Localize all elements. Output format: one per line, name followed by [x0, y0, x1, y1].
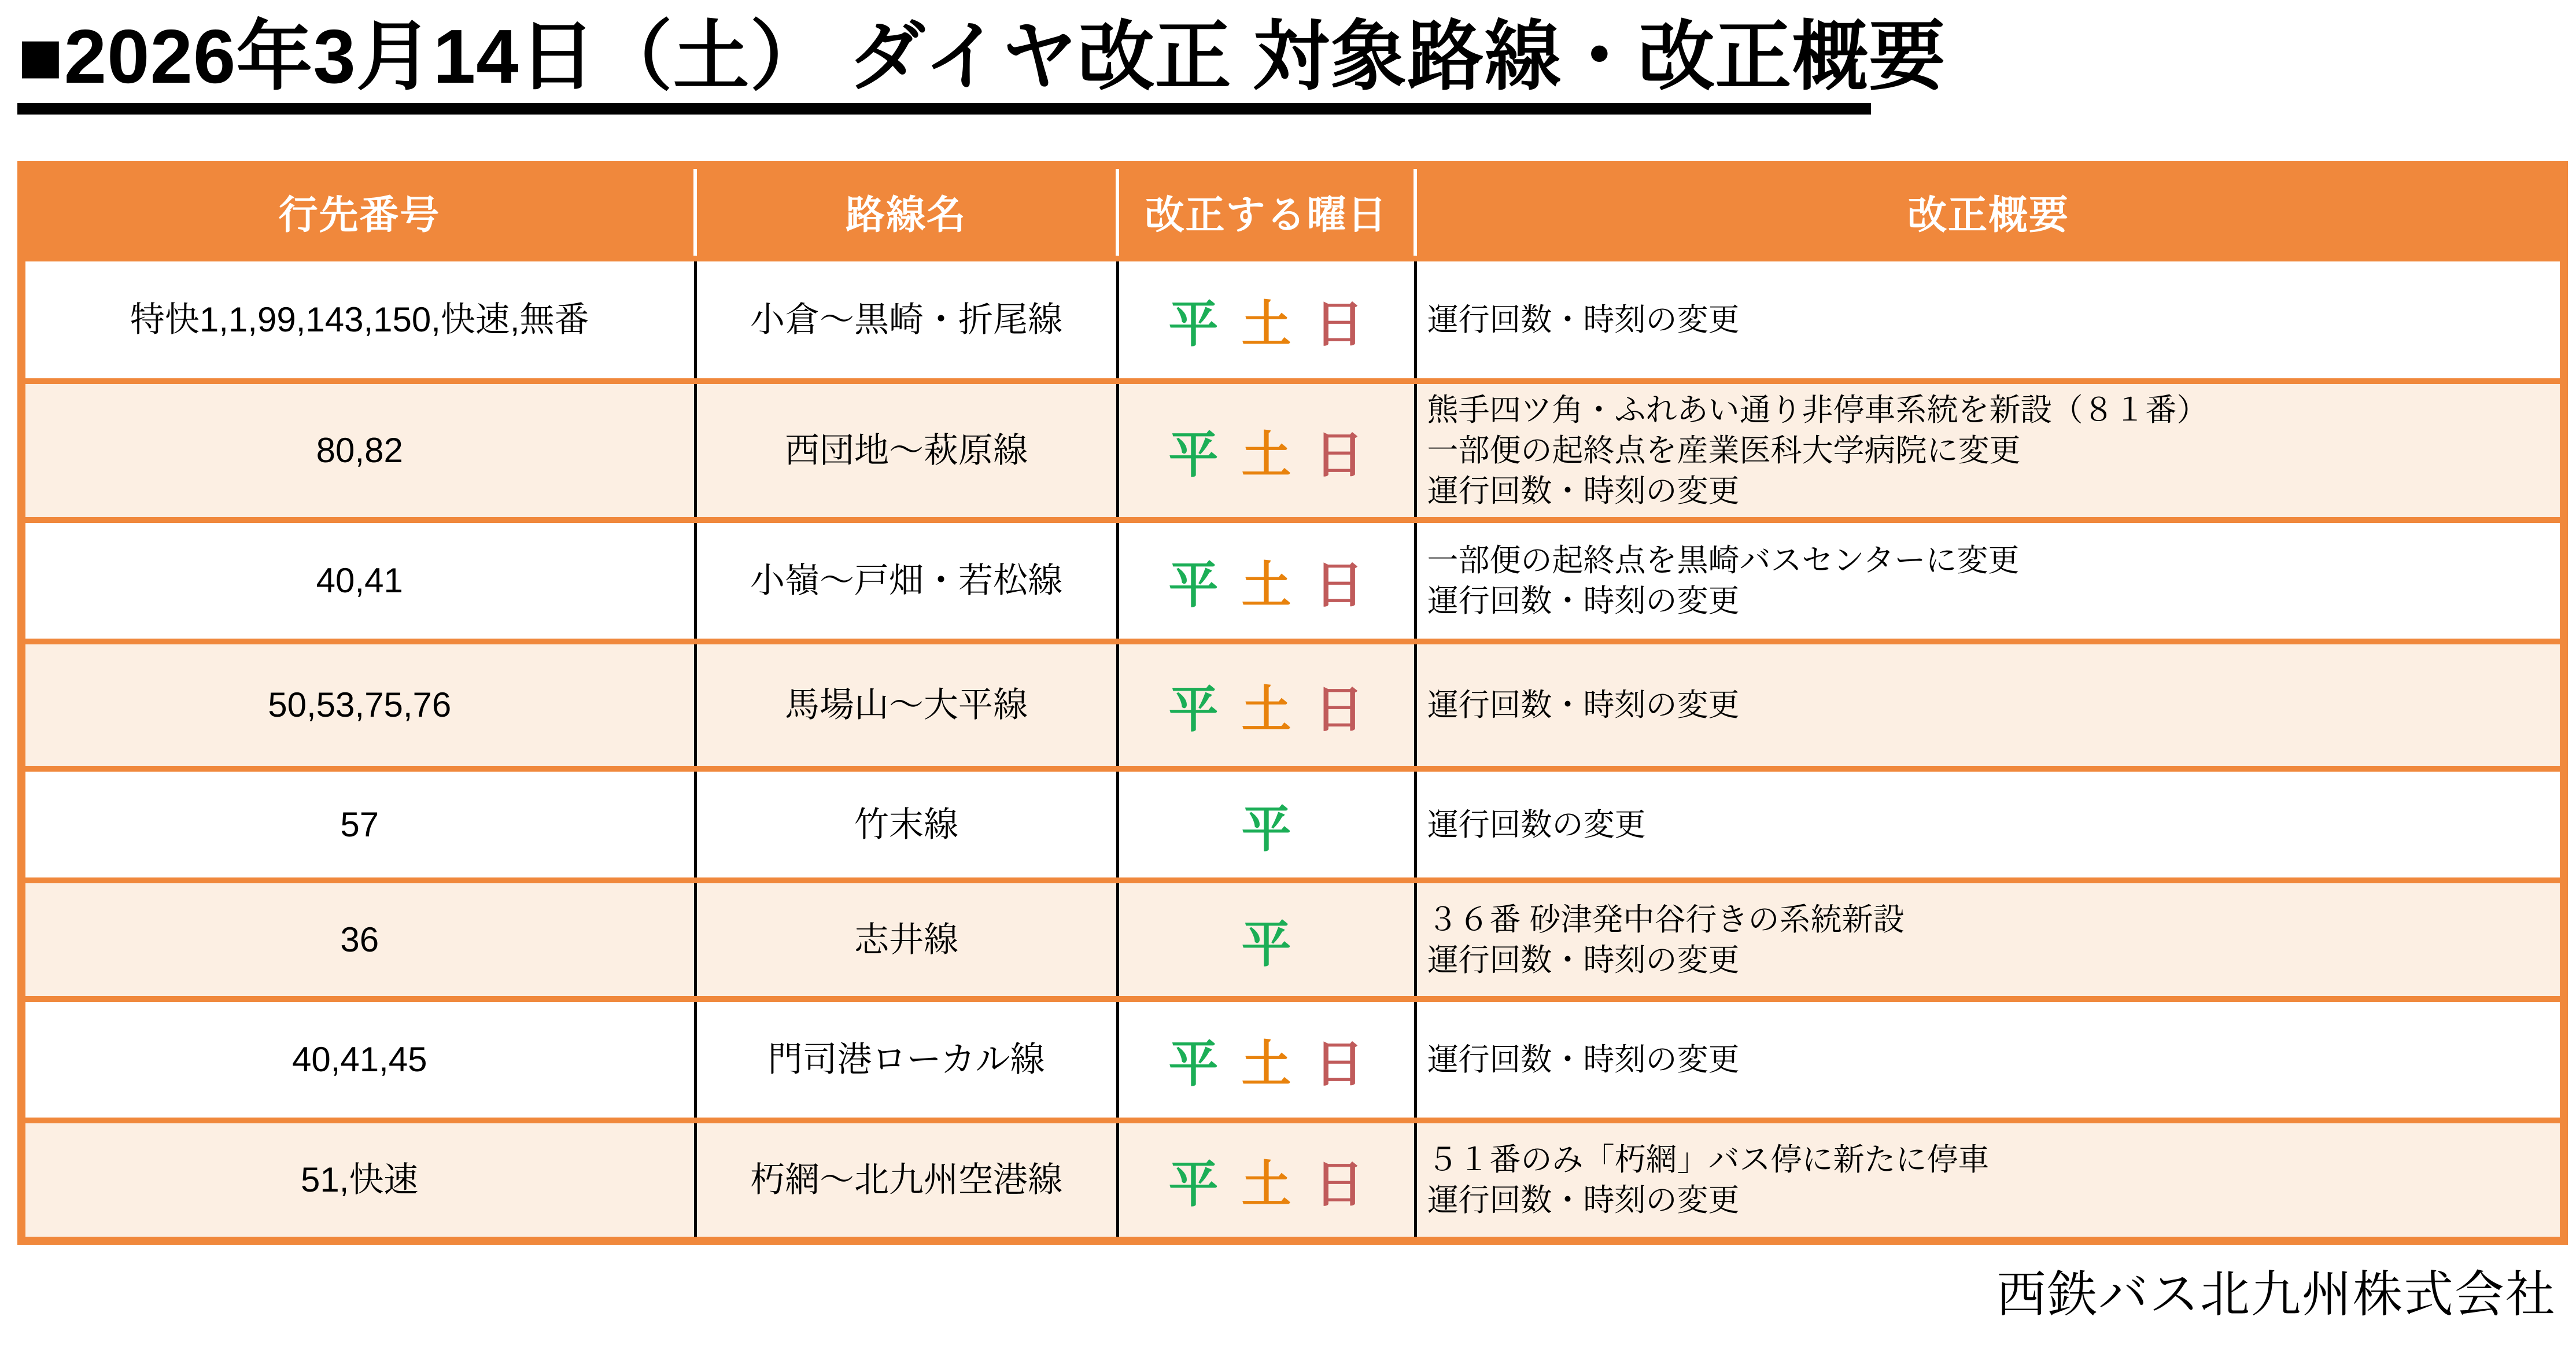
table-row: [21, 641, 2564, 769]
cell-destination-numbers: 特快1,1,99,143,150,快速,無番: [21, 259, 695, 381]
cell-revision-days: [1117, 1120, 1415, 1241]
cell-revision-overview: [1415, 520, 2564, 641]
cell-route-name: 小嶺～戸畑・若松線: [695, 520, 1117, 641]
cell-route-name: 朽網～北九州空港線: [695, 1120, 1117, 1241]
overview-line: 一部便の起終点を産業医科大学病院に変更: [1427, 433, 2021, 468]
saturday-label: 土: [1241, 427, 1291, 484]
table-row: [21, 999, 2564, 1120]
cell-destination-numbers: 57: [21, 769, 695, 880]
col-header-revision-days: 改正する曜日: [1117, 165, 1415, 259]
overview-line: 運行回数・時刻の変更: [1427, 474, 1740, 509]
cell-revision-overview: [1415, 259, 2564, 381]
col-header-destination-numbers: 行先番号: [21, 165, 695, 259]
cell-revision-days: [1117, 769, 1415, 880]
overview-line: 運行回数・時刻の変更: [1427, 1042, 1740, 1078]
weekday-label: 平: [1168, 1157, 1219, 1213]
saturday-label: 土: [1241, 682, 1291, 738]
cell-destination-numbers: 80,82: [21, 381, 695, 521]
cell-destination-numbers: 50,53,75,76: [21, 641, 695, 769]
cell-revision-overview: [1415, 1120, 2564, 1241]
overview-line: 運行回数・時刻の変更: [1427, 942, 1740, 978]
overview-line: 運行回数・時刻の変更: [1427, 584, 1740, 619]
overview-line: 熊手四ツ角・ふれあい通り非停車系統を新設（８１番）: [1427, 392, 2208, 427]
saturday-label: 土: [1241, 296, 1291, 352]
overview-line: ５１番のみ「朽網」バス停に新たに停車: [1427, 1142, 1990, 1178]
cell-revision-days: [1117, 381, 1415, 521]
weekday-label: 平: [1168, 296, 1219, 352]
cell-route-name: 志井線: [695, 880, 1117, 999]
table-row: [21, 381, 2564, 521]
cell-route-name: 小倉～黒崎・折尾線: [695, 259, 1117, 381]
col-header-route-name: 路線名: [695, 165, 1117, 259]
saturday-label: 土: [1241, 558, 1291, 614]
sunday-label: 日: [1314, 296, 1364, 352]
table-row: [21, 1120, 2564, 1241]
revision-table: [17, 161, 2568, 1245]
weekday-label: 平: [1241, 916, 1291, 972]
overview-line: 運行回数・時刻の変更: [1427, 1183, 1740, 1218]
company-name: 西鉄バス北九州株式会社: [1996, 1267, 2556, 1323]
overview-line: ３６番 砂津発中谷行きの系統新設: [1427, 902, 1905, 937]
cell-revision-days: [1117, 999, 1415, 1120]
cell-revision-overview: [1415, 999, 2564, 1120]
weekday-label: 平: [1168, 682, 1219, 738]
overview-line: 運行回数・時刻の変更: [1427, 302, 1740, 337]
cell-route-name: 門司港ローカル線: [695, 999, 1117, 1120]
overview-line: 運行回数の変更: [1427, 807, 1646, 842]
table-row: [21, 259, 2564, 381]
title-underline: [17, 103, 1871, 115]
cell-destination-numbers: 51,快速: [21, 1120, 695, 1241]
cell-revision-overview: [1415, 381, 2564, 521]
table-header-row: [21, 165, 2564, 259]
cell-route-name: 西団地～萩原線: [695, 381, 1117, 521]
cell-revision-days: [1117, 641, 1415, 769]
cell-destination-numbers: 40,41: [21, 520, 695, 641]
table-row: [21, 520, 2564, 641]
sunday-label: 日: [1314, 1037, 1364, 1093]
cell-destination-numbers: 36: [21, 880, 695, 999]
cell-route-name: 竹末線: [695, 769, 1117, 880]
cell-revision-days: [1117, 880, 1415, 999]
page-title: ■2026年3月14日（土） ダイヤ改正 対象路線・改正概要: [17, 14, 1946, 99]
sunday-label: 日: [1314, 682, 1364, 738]
saturday-label: 土: [1241, 1037, 1291, 1093]
weekday-label: 平: [1241, 801, 1291, 857]
overview-line: 一部便の起終点を黒崎バスセンターに変更: [1427, 543, 2020, 578]
cell-revision-overview: [1415, 880, 2564, 999]
col-header-revision-overview: 改正概要: [1415, 165, 2564, 259]
overview-line: 運行回数・時刻の変更: [1427, 688, 1740, 723]
cell-route-name: 馬場山～大平線: [695, 641, 1117, 769]
cell-revision-days: [1117, 259, 1415, 381]
table-row: [21, 769, 2564, 880]
saturday-label: 土: [1241, 1157, 1291, 1213]
cell-destination-numbers: 40,41,45: [21, 999, 695, 1120]
sunday-label: 日: [1314, 558, 1364, 614]
weekday-label: 平: [1168, 558, 1219, 614]
table-row: [21, 880, 2564, 999]
sunday-label: 日: [1314, 427, 1364, 484]
weekday-label: 平: [1168, 1037, 1219, 1093]
weekday-label: 平: [1168, 427, 1219, 484]
cell-revision-days: [1117, 520, 1415, 641]
cell-revision-overview: [1415, 641, 2564, 769]
sunday-label: 日: [1314, 1157, 1364, 1213]
cell-revision-overview: [1415, 769, 2564, 880]
